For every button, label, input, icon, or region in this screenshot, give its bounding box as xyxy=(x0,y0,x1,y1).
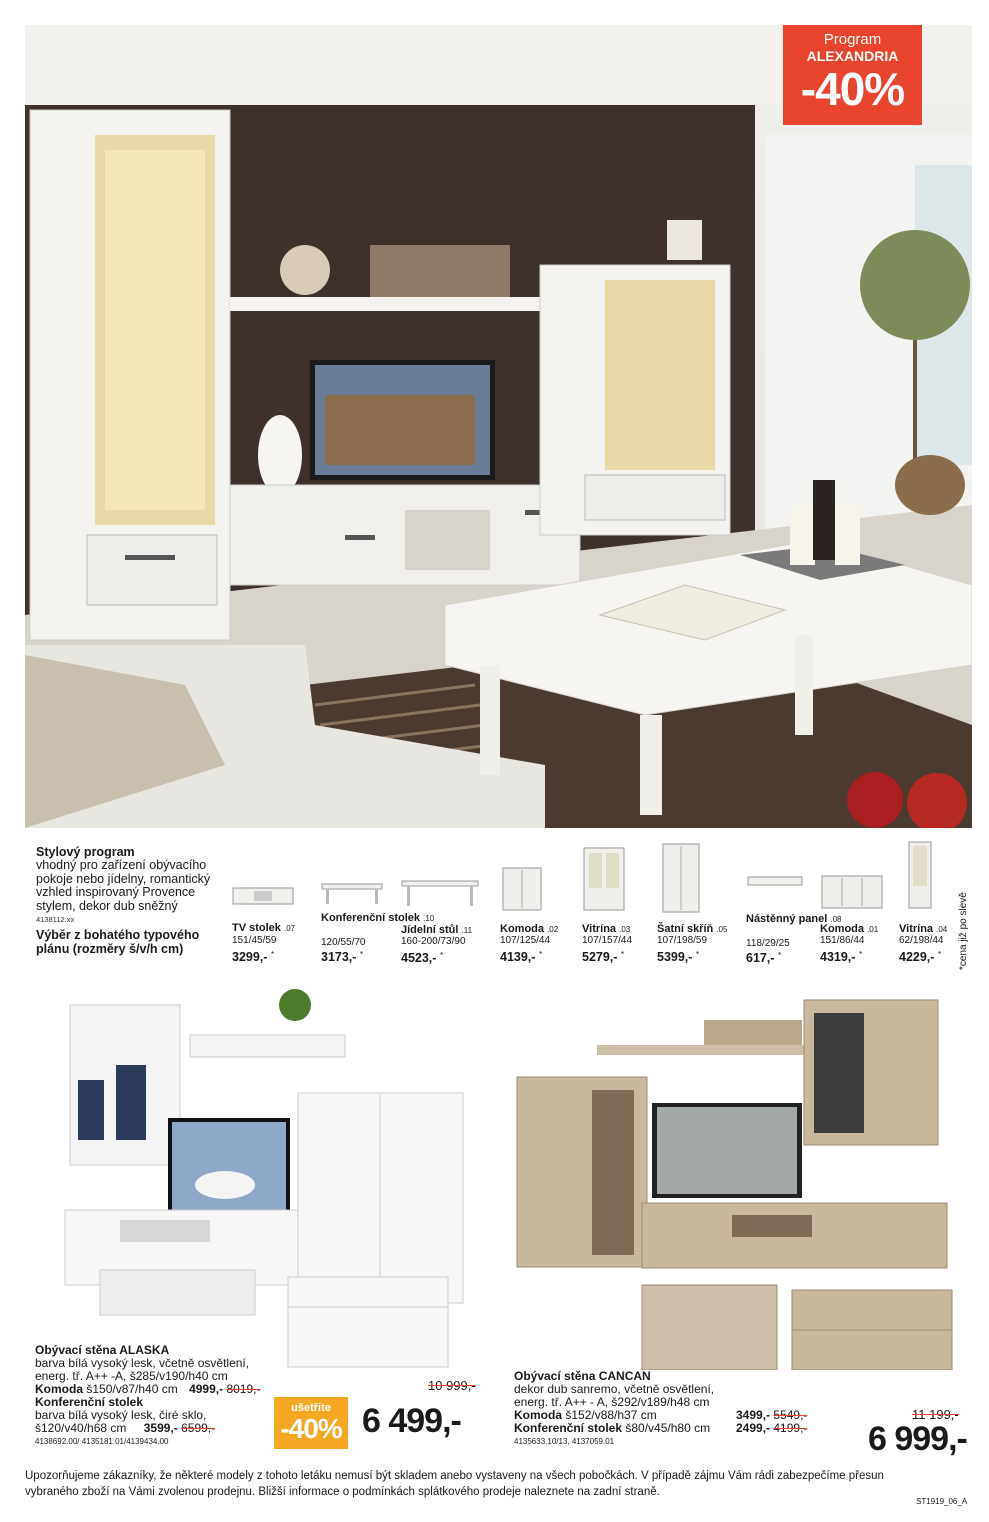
cancan-codes: 4135633.10/13, 4137059.01 xyxy=(514,1437,615,1446)
product-dims: 120/55/70 xyxy=(321,937,366,948)
tv-stolek-thumb xyxy=(232,882,294,908)
product-name: Šatní skříň .05 xyxy=(657,923,728,935)
promo-line1: Program xyxy=(823,31,882,48)
product-dims: 118/29/25 xyxy=(746,938,790,949)
alaska-stolek-text1: barva bílá vysoký lesk, čiré sklo, xyxy=(35,1408,207,1422)
jidelni-stul-thumb xyxy=(401,878,479,908)
cancan-price: 6 999,- xyxy=(868,1420,967,1458)
alexandria-code: 4138112.xx xyxy=(36,915,75,924)
cancan-stolek: Konferenční stolek š80/v45/h80 cm 2499,- 4199,- xyxy=(514,1421,808,1435)
product-dims: 62/198/44 xyxy=(899,935,944,946)
product-price: 4319,- * xyxy=(820,950,863,964)
alaska-line1: barva bílá vysoký lesk, včetně osvětlení, xyxy=(35,1356,250,1370)
alexandria-description xyxy=(36,845,236,956)
promo-line2: ALEXANDRIA xyxy=(806,48,899,64)
cancan-old-price: 11 199,- xyxy=(912,1407,959,1422)
product-dims: 107/198/59 xyxy=(657,935,708,946)
alexandria-title: Stylový program xyxy=(36,845,135,859)
alaska-save-badge xyxy=(274,1397,348,1449)
alaska-old-price: 10 999,- xyxy=(428,1378,476,1393)
cancan-title: Obývací stěna CANCAN xyxy=(514,1369,651,1383)
product-name: TV stolek .07 xyxy=(232,922,296,934)
save-pct: -40% xyxy=(280,1413,342,1444)
cancan-line2: energ. tř. A++ - A, š292/v189/h48 cm xyxy=(514,1395,710,1409)
alexandria-sub: Výběr z bohatého typového plánu (rozměry š/v/h cm) xyxy=(36,928,200,956)
alaska-line2: energ. tř. A++ -A, š285/v190/h40 cm xyxy=(35,1369,228,1383)
alaska-title: Obývací stěna ALASKA xyxy=(35,1343,170,1357)
cancan-photo xyxy=(512,995,962,1370)
product-dims: 160-200/73/90 xyxy=(401,936,466,947)
komoda-01-thumb xyxy=(820,872,884,912)
satni-skrin-thumb xyxy=(657,842,703,914)
vitrina-04-thumb xyxy=(907,840,933,910)
product-name: Komoda .01 xyxy=(820,923,879,935)
price-note: *cena již po slevě xyxy=(958,892,969,970)
product-dims: 107/125/44 xyxy=(500,935,551,946)
alaska-codes: 4138692.00/ 4135181.01/4139434.00 xyxy=(35,1437,169,1446)
footer-code: ST1919_06_A xyxy=(916,1497,968,1506)
alaska-price: 6 499,- xyxy=(362,1402,461,1440)
product-name: Komoda .02 xyxy=(500,923,559,935)
promo-badge xyxy=(783,25,922,125)
product-price: 4139,- * xyxy=(500,950,543,964)
product-price: 3173,- * xyxy=(321,950,364,964)
alaska-stolek: š120/v40/h68 cm 3599,- 6599,- xyxy=(35,1421,216,1435)
disclaimer-text: Upozorňujeme zákazníky, že některé modely z tohoto letáku nemusí být skladem anebo vystaveny na všech pobočkách. V případě zájmu Vám rádi zabezpečíme přesun vybraného zboží na Vámi zvolenou prodejnu. Bližší informace o podmínkách splátkového prodeje naleznete na zadní straně. xyxy=(25,1470,884,1498)
product-name: Vitrína .04 xyxy=(899,923,948,935)
product-price: 3299,- * xyxy=(232,950,275,964)
cancan-illustration xyxy=(512,995,962,1370)
alaska-stolek-label: Konferenční stolek xyxy=(35,1395,144,1409)
product-name: Jídelní stůl .11 xyxy=(401,924,473,936)
cancan-komoda: Komoda š152/v88/h37 cm 3499,- 5549,- xyxy=(514,1408,808,1422)
hero-photo xyxy=(25,25,972,828)
alexandria-text: vhodný pro zařízení obývacího pokoje nebo jídelny, romantický vzhled inspirovaný Provence stylem, dekor dub sněžný xyxy=(36,858,211,913)
product-name: Vitrína .03 xyxy=(582,923,631,935)
product-name: Konferenční stolek .10 xyxy=(321,912,435,924)
product-price: 4523,- * xyxy=(401,951,444,965)
komoda-02-thumb xyxy=(500,866,544,912)
living-room-illustration xyxy=(25,25,972,828)
product-price: 4229,- * xyxy=(899,950,942,964)
product-price: 5399,- * xyxy=(657,950,700,964)
product-dims: 151/86/44 xyxy=(820,935,865,946)
konferencni-stolek-thumb xyxy=(321,880,383,906)
alaska-komoda: Komoda š150/v87/h40 cm 4999,- 8019,- xyxy=(35,1382,261,1396)
alaska-photo xyxy=(60,985,470,1370)
cancan-description xyxy=(514,1370,844,1448)
promo-discount: -40% xyxy=(800,63,905,115)
product-dims: 151/45/59 xyxy=(232,935,277,946)
cancan-line1: dekor dub sanremo, včetně osvětlení, xyxy=(514,1382,715,1396)
alaska-illustration xyxy=(60,985,470,1370)
product-name: Nástěnný panel .08 xyxy=(746,913,842,925)
product-price: 617,- * xyxy=(746,951,782,965)
vitrina-03-thumb xyxy=(582,846,626,912)
product-price: 5279,- * xyxy=(582,950,625,964)
alaska-description xyxy=(35,1344,305,1448)
product-dims: 107/157/44 xyxy=(582,935,633,946)
nastenny-panel-thumb xyxy=(746,874,804,890)
save-label: ušetřite xyxy=(291,1402,331,1414)
